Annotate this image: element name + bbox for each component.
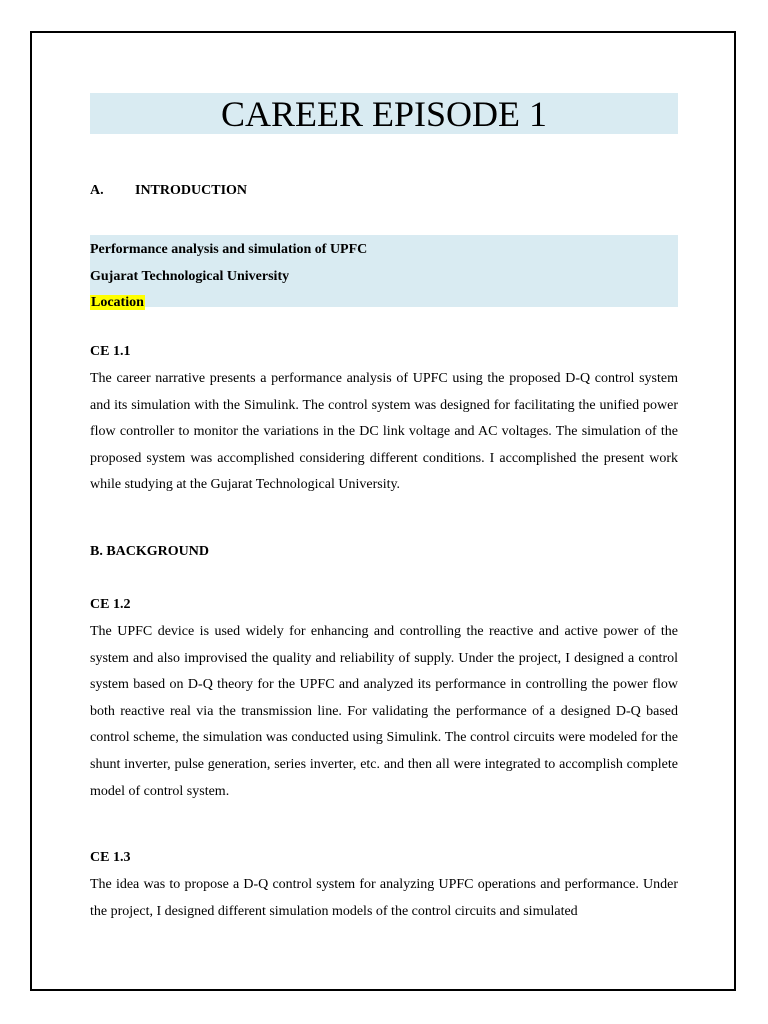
ce-1-3-paragraph: The idea was to propose a D-Q control system for analyzing UPFC operations and performance. Under the project, I designed different simulation models of the control circuits and simulated xyxy=(90,877,678,919)
project-name: Performance analysis and simulation of UPFC xyxy=(90,242,368,257)
introduction-number: A. xyxy=(90,183,104,198)
ce-1-1-label: CE 1.1 xyxy=(90,344,131,359)
university-name: Gujarat Technological University xyxy=(90,268,290,284)
project-info-band xyxy=(90,235,678,310)
introduction-title: INTRODUCTION xyxy=(135,183,248,198)
ce-1-1-paragraph: The career narrative presents a performance analysis of UPFC using the proposed D-Q control system and its simulation with the Simulink. The control system was designed for facilitating the unified power flow controller to monitor the variations in the DC link voltage and AC voltages. The simulation of the proposed system was accomplished considering different conditions. I accomplished the present work while studying at the Gujarat Technological University. xyxy=(90,371,678,493)
ce-1-2-label: CE 1.2 xyxy=(90,597,131,612)
page-title: CAREER EPISODE 1 xyxy=(220,93,548,134)
location-line xyxy=(90,290,678,317)
background-heading: B. BACKGROUND xyxy=(90,544,210,559)
introduction-heading xyxy=(90,182,247,200)
location-label: Location xyxy=(91,295,144,310)
ce-1-3-label: CE 1.3 xyxy=(90,850,131,865)
page-border xyxy=(30,31,736,991)
ce-1-2-paragraph: The UPFC device is used widely for enhancing and controlling the reactive and active power of the system and also improvised the quality and reliability of supply. Under the project, I designed a control system based on D-Q theory for the UPFC and analyzed its performance in controlling the power flow both reactive real via the transmission line. For validating the performance of a designed D-Q based control scheme, the simulation was conducted using Simulink. The control circuits were modeled for the shunt inverter, pulse generation, series inverter, etc. and then all were integrated to accomplish complete model of control system. xyxy=(90,624,678,799)
title-band xyxy=(90,93,678,134)
